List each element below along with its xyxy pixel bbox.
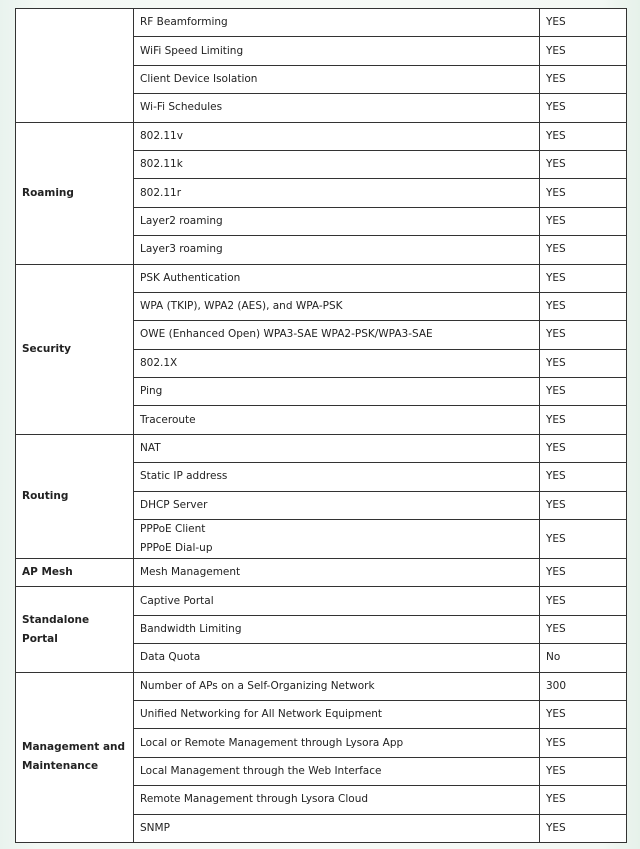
feature-cell: WPA (TKIP), WPA2 (AES), and WPA-PSK [134, 292, 540, 320]
table-row [16, 587, 627, 615]
value-cell: YES [540, 520, 627, 559]
value-cell: YES [540, 321, 627, 349]
feature-cell: Wi-Fi Schedules [134, 94, 540, 122]
feature-cell: Number of APs on a Self-Organizing Network [134, 672, 540, 700]
value-cell: YES [540, 700, 627, 728]
value-cell: YES [540, 264, 627, 292]
value-cell: YES [540, 786, 627, 814]
feature-cell: WiFi Speed Limiting [134, 37, 540, 65]
table-row [16, 122, 627, 150]
table-row [16, 559, 627, 587]
value-cell: YES [540, 65, 627, 93]
value-cell: YES [540, 150, 627, 178]
table-row [16, 264, 627, 292]
category-cell: Management and Maintenance [16, 672, 134, 842]
value-cell: 300 [540, 672, 627, 700]
feature-cell: Bandwidth Limiting [134, 615, 540, 643]
feature-cell: PSK Authentication [134, 264, 540, 292]
feature-cell: Unified Networking for All Network Equipment [134, 700, 540, 728]
value-cell: YES [540, 463, 627, 491]
value-cell: YES [540, 349, 627, 377]
feature-cell: 802.11r [134, 179, 540, 207]
value-cell: YES [540, 378, 627, 406]
feature-table-body [16, 9, 627, 843]
feature-table [15, 8, 627, 843]
feature-cell: Captive Portal [134, 587, 540, 615]
value-cell: YES [540, 729, 627, 757]
feature-cell: Remote Management through Lysora Cloud [134, 786, 540, 814]
feature-cell: SNMP [134, 814, 540, 842]
value-cell: YES [540, 9, 627, 37]
feature-line: PPPoE Dial-up [140, 542, 213, 555]
feature-line: PPPoE Client [140, 523, 206, 536]
value-cell: No [540, 644, 627, 672]
feature-cell: Traceroute [134, 406, 540, 434]
value-cell: YES [540, 615, 627, 643]
feature-cell: Local Management through the Web Interface [134, 757, 540, 785]
feature-cell: DHCP Server [134, 491, 540, 519]
value-cell: YES [540, 406, 627, 434]
category-cell: AP Mesh [16, 559, 134, 587]
value-cell: YES [540, 207, 627, 235]
value-cell: YES [540, 434, 627, 462]
feature-cell: Data Quota [134, 644, 540, 672]
feature-cell: Ping [134, 378, 540, 406]
feature-cell: Static IP address [134, 463, 540, 491]
value-cell: YES [540, 491, 627, 519]
feature-cell: OWE (Enhanced Open) WPA3-SAE WPA2-PSK/WPA3-SAE [134, 321, 540, 349]
value-cell: YES [540, 587, 627, 615]
feature-cell: NAT [134, 434, 540, 462]
feature-cell: Client Device Isolation [134, 65, 540, 93]
table-row [16, 434, 627, 462]
value-cell: YES [540, 559, 627, 587]
value-cell: YES [540, 814, 627, 842]
feature-cell: Layer3 roaming [134, 236, 540, 264]
category-cell: Routing [16, 434, 134, 558]
value-cell: YES [540, 37, 627, 65]
feature-cell: Layer2 roaming [134, 207, 540, 235]
feature-cell: 802.1X [134, 349, 540, 377]
feature-cell: Local or Remote Management through Lysora App [134, 729, 540, 757]
feature-cell: Mesh Management [134, 559, 540, 587]
feature-cell: 802.11v [134, 122, 540, 150]
feature-cell: 802.11k [134, 150, 540, 178]
value-cell: YES [540, 94, 627, 122]
feature-cell [134, 520, 540, 559]
table-row [16, 672, 627, 700]
value-cell: YES [540, 292, 627, 320]
value-cell: YES [540, 757, 627, 785]
value-cell: YES [540, 122, 627, 150]
category-cell: Security [16, 264, 134, 434]
value-cell: YES [540, 179, 627, 207]
category-cell: Standalone Portal [16, 587, 134, 672]
category-cell: Roaming [16, 122, 134, 264]
feature-cell: RF Beamforming [134, 9, 540, 37]
category-cell [16, 9, 134, 123]
value-cell: YES [540, 236, 627, 264]
feature-table-container [15, 8, 626, 843]
table-row [16, 9, 627, 37]
